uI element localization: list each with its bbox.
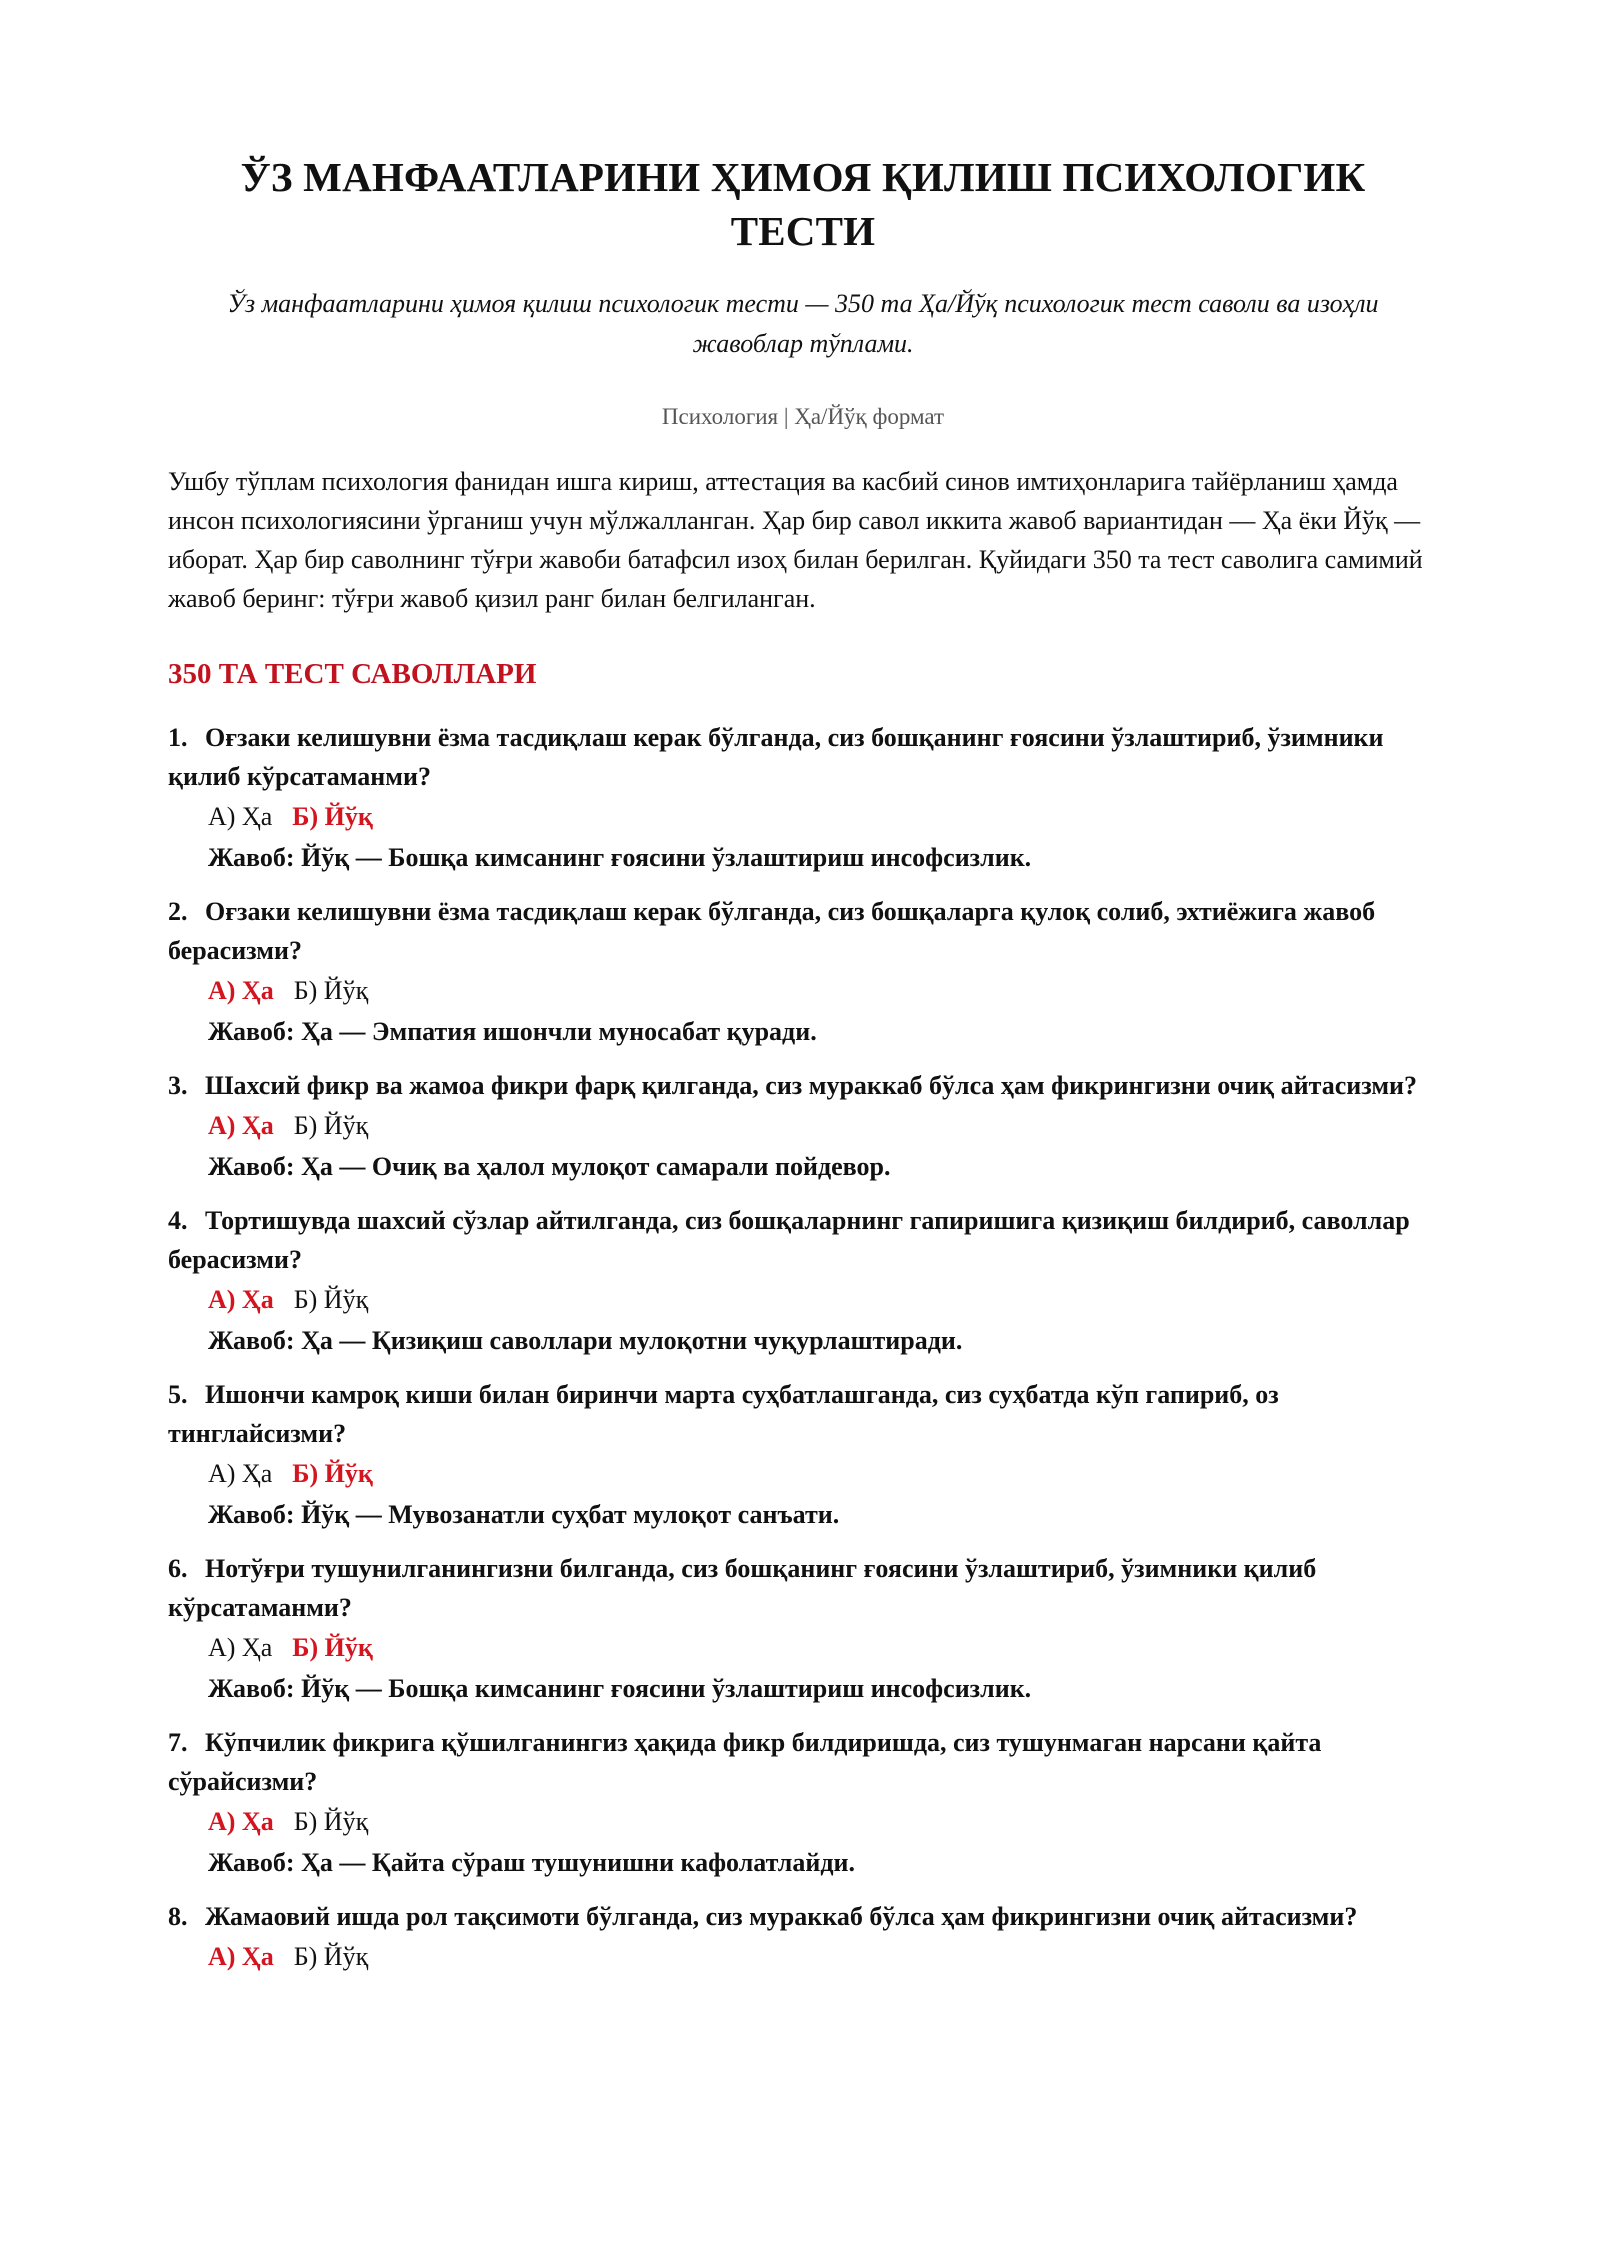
document-meta: Психология | Ҳа/Йўқ формат xyxy=(661,404,945,429)
question-text: Оғзаки келишувни ёзма тасдиқлаш керак бўлганда, сиз бошқанинг ғоясини ўзлаштириб, ўзимники қилиб кўрсатаманми? xyxy=(168,723,1384,791)
question-item xyxy=(168,718,1438,879)
answer-explanation: Жавоб: Йўқ — Мувозанатли суҳбат мулоқот санъати. xyxy=(208,1500,840,1529)
question-text-line xyxy=(168,1375,1438,1453)
question-text-line xyxy=(168,1549,1438,1627)
option-b: Б) Йўқ xyxy=(292,1633,373,1662)
question-item xyxy=(168,1375,1438,1536)
option-b: Б) Йўқ xyxy=(293,976,369,1005)
answer-options xyxy=(168,1279,1438,1320)
option-a: А) Ҳа xyxy=(208,802,273,831)
option-a: А) Ҳа xyxy=(208,976,274,1005)
answer-options xyxy=(168,1105,1438,1146)
section-heading: 350 ТА ТЕСТ САВОЛЛАРИ xyxy=(168,658,537,690)
option-a: А) Ҳа xyxy=(208,1111,274,1140)
answer-options xyxy=(168,1801,1438,1842)
question-item xyxy=(168,1201,1438,1362)
question-number: 5. xyxy=(168,1380,188,1409)
answer-explanation: Жавоб: Йўқ — Бошқа кимсанинг ғоясини ўзлаштириш инсофсизлик. xyxy=(208,1674,1032,1703)
question-item xyxy=(168,1066,1438,1188)
question-text-line xyxy=(168,1066,1438,1105)
answer-explanation: Жавоб: Ҳа — Очиқ ва ҳалол мулоқот самарали пойдевор. xyxy=(208,1152,891,1181)
option-b: Б) Йўқ xyxy=(293,1807,369,1836)
question-text: Жамаовий ишда рол тақсимоти бўлганда, сиз мураккаб бўлса ҳам фикрингизни очиқ айтасизми? xyxy=(205,1902,1358,1931)
document-subtitle: Ўз манфаатларини ҳимоя қилиш психологик тести — 350 та Ҳа/Йўқ психологик тест саволи ва изоҳли жавоблар тўплами. xyxy=(227,289,1379,358)
option-b: Б) Йўқ xyxy=(292,802,373,831)
question-number: 8. xyxy=(168,1902,188,1931)
question-text: Тортишувда шахсий сўзлар айтилганда, сиз бошқаларнинг гапиришига қизиқиш билдириб, саволлар берасизми? xyxy=(168,1206,1410,1274)
intro-paragraph: Ушбу тўплам психология фанидан ишга кириш, аттестация ва касбий синов имтиҳонларига тайёрланиш ҳамда инсон психологиясини ўрганиш учун мўлжалланган. Ҳар бир савол иккита жавоб вариантидан — Ҳа ёки Йўқ — иборат. Ҳар бир саволнинг тўғри жавоби батафсил изоҳ билан берилган. Қуйидаги 350 та тест саволига самимий жавоб беринг: тўғри жавоб қизил ранг билан белгиланган. xyxy=(168,467,1423,613)
question-number: 1. xyxy=(168,723,188,752)
question-text-line xyxy=(168,718,1438,796)
answer-explanation: Жавоб: Ҳа — Қайта сўраш тушунишни кафолатлайди. xyxy=(208,1848,855,1877)
answer-options xyxy=(168,1936,1438,1977)
option-b: Б) Йўқ xyxy=(293,1111,369,1140)
option-a: А) Ҳа xyxy=(208,1942,274,1971)
answer-options xyxy=(168,1627,1438,1668)
option-a: А) Ҳа xyxy=(208,1807,274,1836)
question-number: 6. xyxy=(168,1554,188,1583)
question-item xyxy=(168,892,1438,1053)
document-page xyxy=(168,150,1438,1990)
answer-options xyxy=(168,1453,1438,1494)
question-list xyxy=(168,718,1438,1977)
answer-options xyxy=(168,796,1438,837)
option-a: А) Ҳа xyxy=(208,1285,274,1314)
answer-explanation: Жавоб: Ҳа — Қизиқиш саволлари мулоқотни чуқурлаштиради. xyxy=(208,1326,963,1355)
question-text: Нотўғри тушунилганингизни билганда, сиз бошқанинг ғоясини ўзлаштириб, ўзимники қилиб кўрсатаманми? xyxy=(168,1554,1317,1622)
answer-options xyxy=(168,970,1438,1011)
option-b: Б) Йўқ xyxy=(292,1459,373,1488)
question-text-line xyxy=(168,1201,1438,1279)
option-a: А) Ҳа xyxy=(208,1459,273,1488)
question-number: 3. xyxy=(168,1071,188,1100)
option-b: Б) Йўқ xyxy=(293,1285,369,1314)
question-text: Ишончи камроқ киши билан биринчи марта суҳбатлашганда, сиз суҳбатда кўп гапириб, оз тинглайсизми? xyxy=(168,1380,1279,1448)
question-number: 7. xyxy=(168,1728,188,1757)
question-text: Кўпчилик фикрига қўшилганингиз ҳақида фикр билдиришда, сиз тушунмаган нарсани қайта сўрайсизми? xyxy=(168,1728,1322,1796)
question-text: Оғзаки келишувни ёзма тасдиқлаш керак бўлганда, сиз бошқаларга қулоқ солиб, эхтиёжига жавоб берасизми? xyxy=(168,897,1376,965)
question-text: Шахсий фикр ва жамоа фикри фарқ қилганда, сиз мураккаб бўлса ҳам фикрингизни очиқ айтасизми? xyxy=(205,1071,1418,1100)
option-a: А) Ҳа xyxy=(208,1633,273,1662)
question-text-line xyxy=(168,1723,1438,1801)
question-item xyxy=(168,1723,1438,1884)
question-item xyxy=(168,1549,1438,1710)
option-b: Б) Йўқ xyxy=(293,1942,369,1971)
question-text-line xyxy=(168,1897,1438,1936)
question-number: 4. xyxy=(168,1206,188,1235)
answer-explanation: Жавоб: Йўқ — Бошқа кимсанинг ғоясини ўзлаштириш инсофсизлик. xyxy=(208,843,1032,872)
question-number: 2. xyxy=(168,897,188,926)
question-text-line xyxy=(168,892,1438,970)
answer-explanation: Жавоб: Ҳа — Эмпатия ишончли муносабат қуради. xyxy=(208,1017,817,1046)
document-title: ЎЗ МАНФААТЛАРИНИ ҲИМОЯ ҚИЛИШ ПСИХОЛОГИК ТЕСТИ xyxy=(240,154,1366,254)
question-item xyxy=(168,1897,1438,1977)
